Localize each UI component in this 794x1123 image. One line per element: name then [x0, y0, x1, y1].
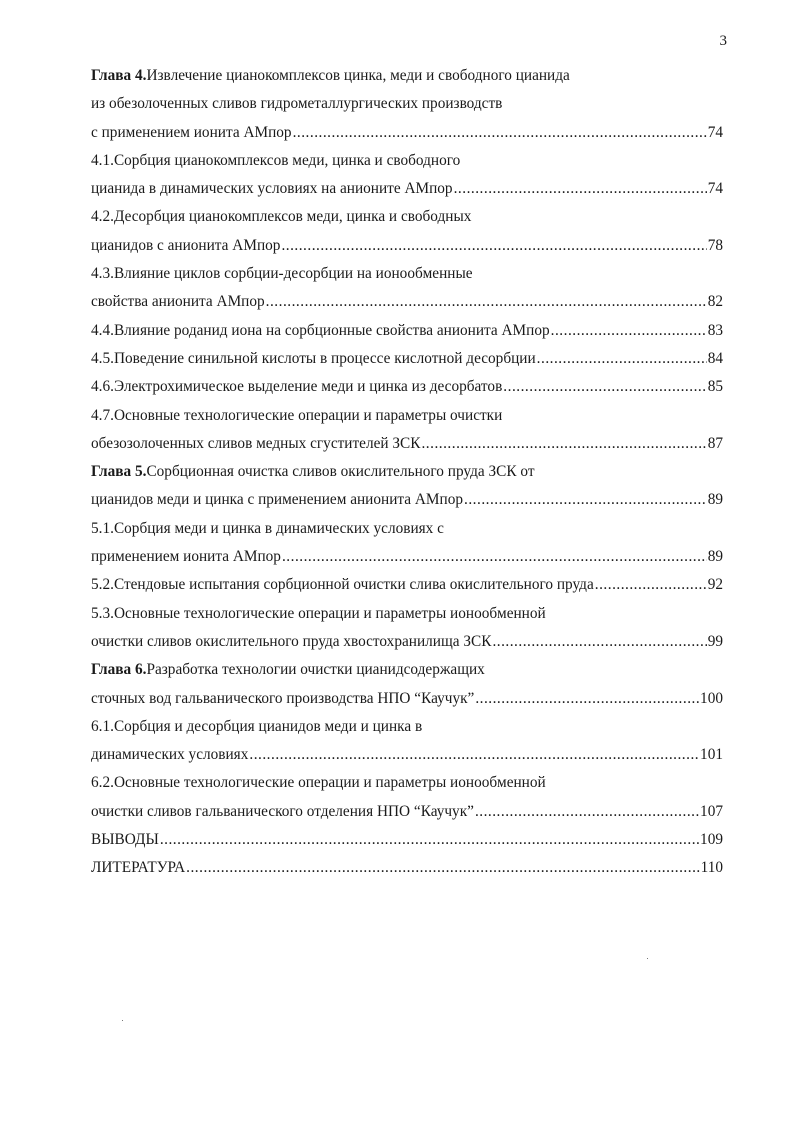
chapter-title: Сорбционная очистка сливов окислительного пруда ЗСК от [146, 463, 535, 481]
toc-entry-text: 4.1.Сорбция цианокомплексов меди, цинка и свободного [91, 151, 461, 169]
dot-leader [281, 232, 706, 260]
toc-entry-title: цианидов с анионита АМпор [91, 236, 281, 254]
toc-page-number: 85 [707, 378, 723, 396]
toc-entry-text: 4.3.Влияние циклов сорбции-десорбции на ионообменные [91, 265, 473, 283]
chapter-label: Глава 5. [91, 463, 147, 481]
toc-entry [91, 430, 723, 458]
toc-entry [91, 175, 723, 203]
toc-entry [91, 628, 723, 656]
dot-leader [595, 571, 707, 599]
dot-leader [537, 345, 707, 373]
toc-entry [91, 317, 723, 345]
toc-page-number: 74 [707, 180, 723, 198]
page-number: 3 [719, 33, 727, 49]
toc-page-number: 110 [700, 859, 723, 877]
toc-page-number: 74 [707, 123, 723, 141]
chapter-title: Разработка технологии очистки цианидсодержащих [146, 661, 485, 679]
table-of-contents [91, 62, 723, 883]
toc-entry [91, 288, 723, 316]
toc-page-number: 83 [707, 321, 723, 339]
toc-entry-text: 6.2.Основные технологические операции и параметры ионообменной [91, 774, 546, 792]
dot-leader [266, 288, 707, 316]
toc-entry-title: очистки сливов гальванического отделения НПО “Каучук” [91, 802, 474, 820]
toc-entry-title: очистки сливов окислительного пруда хвостохранилища ЗСК [91, 632, 492, 650]
chapter-title: Извлечение цианокомплексов цинка, меди и свободного цианида [146, 67, 570, 84]
toc-entry-title: 4.4.Влияние роданид иона на сорбционные свойства анионита АМпор [91, 321, 550, 339]
scan-speck [647, 958, 648, 959]
toc-entry [91, 826, 723, 854]
toc-chapter-heading [91, 656, 723, 684]
toc-entry-text: 5.3.Основные технологические операции и параметры ионообменной [91, 604, 546, 622]
dot-leader [475, 798, 699, 826]
toc-entry [91, 685, 723, 713]
chapter-label: Глава 6. [91, 661, 147, 679]
toc-entry-title: ВЫВОДЫ [91, 831, 159, 849]
toc-entry-title: обезозолоченных сливов медных сгустителей ЗСК [91, 434, 421, 452]
toc-entry [91, 741, 723, 769]
toc-entry [91, 345, 723, 373]
toc-page-number: 87 [707, 434, 723, 452]
scan-speck [122, 1020, 123, 1021]
toc-entry-text: из обезолоченных сливов гидрометаллургических производств [91, 95, 503, 113]
toc-entry-title: цианидов меди и цинка с применением анионита АМпор [91, 491, 464, 509]
dot-leader [492, 628, 706, 656]
toc-entry-title: 5.2.Стендовые испытания сорбционной очистки слива окислительного пруда [91, 576, 594, 594]
toc-entry-title: 4.5.Поведение синильной кислоты в процессе кислотной десорбции [91, 349, 536, 367]
toc-entry-title: цианида в динамических условиях на анионите АМпор [91, 180, 453, 198]
toc-entry-title: динамических условиях [91, 746, 249, 764]
toc-entry [91, 119, 723, 147]
toc-page-number: 109 [700, 831, 723, 849]
toc-page-number: 84 [707, 349, 723, 367]
dot-leader [454, 175, 707, 203]
toc-entry-title: применением ионита АМпор [91, 548, 281, 566]
toc-page-number: 89 [707, 548, 723, 566]
toc-entry-text: 4.2.Десорбция цианокомплексов меди, цинка и свободных [91, 208, 472, 226]
dot-leader [282, 543, 707, 571]
toc-entry-title: свойства анионита АМпор [91, 293, 265, 311]
dot-leader [475, 685, 699, 713]
toc-chapter-heading [91, 62, 723, 90]
dot-leader [551, 317, 707, 345]
toc-entry-title: с применением ионита АМпор [91, 123, 292, 141]
toc-entry [91, 232, 723, 260]
toc-page-number: 82 [707, 293, 723, 311]
toc-entry-text: 6.1.Сорбция и десорбция цианидов меди и цинка в [91, 717, 423, 735]
dot-leader [293, 119, 707, 147]
toc-entry [91, 543, 723, 571]
toc-page-number: 99 [707, 632, 723, 650]
toc-entry [91, 486, 723, 514]
toc-chapter-heading [91, 458, 723, 486]
toc-entry [91, 373, 723, 401]
dot-leader [160, 826, 699, 854]
toc-page-number: 100 [700, 689, 723, 707]
toc-page-number: 92 [707, 576, 723, 594]
toc-entry-title: сточных вод гальванического производства НПО “Каучук” [91, 689, 475, 707]
dot-leader [421, 430, 706, 458]
toc-entry-title: ЛИТЕРАТУРА [91, 859, 186, 877]
toc-entry-text: 5.1.Сорбция меди и цинка в динамических условиях с [91, 519, 444, 537]
toc-entry [91, 571, 723, 599]
toc-page-number: 78 [707, 236, 723, 254]
dot-leader [503, 373, 706, 401]
toc-entry [91, 854, 723, 882]
dot-leader [186, 854, 699, 882]
toc-page-number: 101 [700, 746, 723, 764]
toc-entry-text: 4.7.Основные технологические операции и параметры очистки [91, 406, 503, 424]
toc-page-number: 107 [700, 802, 723, 820]
toc-entry [91, 798, 723, 826]
toc-entry-title: 4.6.Электрохимическое выделение меди и цинка из десорбатов [91, 378, 503, 396]
dot-leader [249, 741, 699, 769]
dot-leader [464, 486, 707, 514]
chapter-label: Глава 4. [91, 67, 147, 84]
toc-page-number: 89 [707, 491, 723, 509]
